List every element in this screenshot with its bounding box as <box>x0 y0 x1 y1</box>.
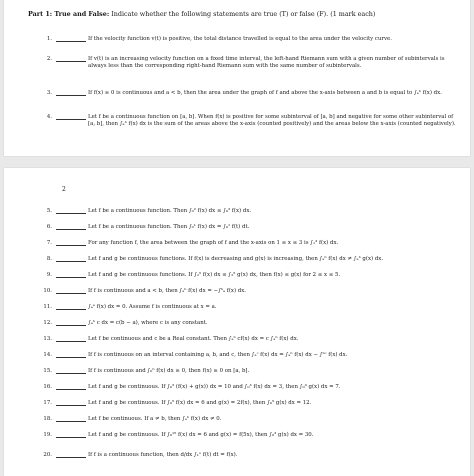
question-number: 13. <box>43 336 52 342</box>
question-number: 2. <box>46 56 52 62</box>
exam-page-1 <box>4 0 470 156</box>
answer-blank[interactable] <box>56 389 86 390</box>
part1-heading: Part 1: True and False: <box>28 10 110 18</box>
part1-instructions: Indicate whether the following statements are true (T) or false (F). (1 mark each) <box>111 10 376 18</box>
answer-blank[interactable] <box>56 293 86 294</box>
question-number: 11. <box>43 304 52 310</box>
question-text: If the velocity function v(t) is positive, the total distance travelled is equal to the area under the velocity curve. <box>88 36 392 42</box>
part1-header <box>28 10 458 18</box>
question-number: 19. <box>43 432 52 438</box>
question-text: For any function f, the area between the graph of f and the x-axis on 1 ≤ x ≤ 3 is ∫₁³ f(x) dx. <box>88 240 339 246</box>
answer-blank[interactable] <box>56 309 86 310</box>
question-number: 14. <box>43 352 52 358</box>
question-number: 6. <box>46 224 52 230</box>
answer-blank[interactable] <box>56 41 86 42</box>
question-number: 1. <box>46 36 52 42</box>
answer-blank[interactable] <box>56 261 86 262</box>
question-text: Let f be a continuous function. Then ∫₀² f(x) dx ≤ ∫₀³ f(x) dx. <box>88 208 252 214</box>
question-text: Let f and g be continuous. If ∫₀¹⁵ f(x) dx = 6 and g(x) = f(5x), then ∫₀³ g(x) dx = 30. <box>88 432 314 438</box>
question-text: If v(t) is an increasing velocity function on a fixed time interval, the left-hand Riemann sum with a given number of subintervals is always less than the corresponding right-hand Riemann sum with the same number of subintervals. <box>88 56 445 69</box>
answer-blank[interactable] <box>56 437 86 438</box>
question-number: 17. <box>43 400 52 406</box>
question-number: 15. <box>43 368 52 374</box>
question-number: 9. <box>46 272 52 278</box>
answer-blank[interactable] <box>56 245 86 246</box>
exam-page-2 <box>4 168 470 476</box>
answer-blank[interactable] <box>56 457 86 458</box>
answer-blank[interactable] <box>56 373 86 374</box>
question-text: Let f be continuous and c be a Real constant. Then ∫ₐᵇ cf(x) dx = c ∫ₐᵇ f(x) dx. <box>88 336 299 342</box>
answer-blank[interactable] <box>56 95 86 96</box>
question-number: 10. <box>43 288 52 294</box>
question-number: 5. <box>46 208 52 214</box>
question-text: If f is continuous on an interval containing a, b, and c, then ∫ₐᶜ f(x) dx = ∫ₐᵇ f(x) dx − ∫ᵇᶜ f(x) dx. <box>88 352 348 358</box>
question-number: 20. <box>43 452 52 458</box>
answer-blank[interactable] <box>56 229 86 230</box>
question-number: 12. <box>43 320 52 326</box>
question-text: Let f and g be continuous functions. If f(x) is decreasing and g(x) is increasing, then ∫ₐᵇ f(x) dx ≠ ∫ₐᵇ g(x) dx. <box>88 256 384 262</box>
question-text: Let f and g be continuous. If ∫₀⁵ f(x) dx = 6 and g(x) = 2f(x), then ∫₀⁵ g(x) dx = 12. <box>88 400 312 406</box>
answer-blank[interactable] <box>56 341 86 342</box>
page-number: 2 <box>62 186 66 193</box>
question-text: ∫ₐᵇ c dx = c(b − a), where c is any constant. <box>88 320 208 326</box>
answer-blank[interactable] <box>56 213 86 214</box>
answer-blank[interactable] <box>56 421 86 422</box>
answer-blank[interactable] <box>56 61 86 62</box>
question-text: Let f and g be continuous functions. If ∫₂⁵ f(x) dx ≤ ∫₂⁵ g(x) dx, then f(x) ≤ g(x) for 2 ≤ x ≤ 5. <box>88 272 341 278</box>
answer-blank[interactable] <box>56 277 86 278</box>
question-text: If f is a continuous function, then d/dx ∫₁ˣ f(t) dt = f(x). <box>88 452 238 458</box>
question-number: 18. <box>43 416 52 422</box>
question-text: If f is continuous and a < b, then ∫ₐᵇ f(x) dx = −∫ᵇₐ f(x) dx. <box>88 288 246 294</box>
question-number: 16. <box>43 384 52 390</box>
answer-blank[interactable] <box>56 325 86 326</box>
answer-blank[interactable] <box>56 357 86 358</box>
question-number: 8. <box>46 256 52 262</box>
question-number: 4. <box>46 114 52 120</box>
answer-blank[interactable] <box>56 405 86 406</box>
question-text: ∫ₐᵃ f(x) dx = 0. Assume f is continuous at x = a. <box>88 304 217 310</box>
question-text: Let f and g be continuous. If ∫₀³ (f(x) + g(x)) dx = 10 and ∫₀³ f(x) dx = 3, then ∫₀³ g(x) dx = 7. <box>88 384 341 390</box>
question-text: Let f be continuous. If a ≠ b, then ∫ₐᵇ f(x) dx ≠ 0. <box>88 416 222 422</box>
question-text: If f(x) ≥ 0 is continuous and a < b, then the area under the graph of f and above the x-axis between a and b is equal to ∫ₐᵇ f(x) dx. <box>88 90 442 96</box>
question-text: Let f be a continuous function on [a, b]. When f(x) is positive for some subinterval of [a, b] and negative for some other subinterval of [a, b], then ∫ₐᵇ f(x) dx is the sum of the areas above the x-axis (counted positively) and the areas below the x-axis (counted negatively). <box>88 114 456 127</box>
question-text: If f is continuous and ∫₀ᵇ f(x) dx ≥ 0, then f(x) ≥ 0 on [a, b]. <box>88 368 250 374</box>
question-number: 7. <box>46 240 52 246</box>
answer-blank[interactable] <box>56 119 86 120</box>
question-text: Let f be a continuous function. Then ∫₀¹ f(x) dx = ∫₀¹ f(t) dt. <box>88 224 250 230</box>
question-number: 3. <box>46 90 52 96</box>
